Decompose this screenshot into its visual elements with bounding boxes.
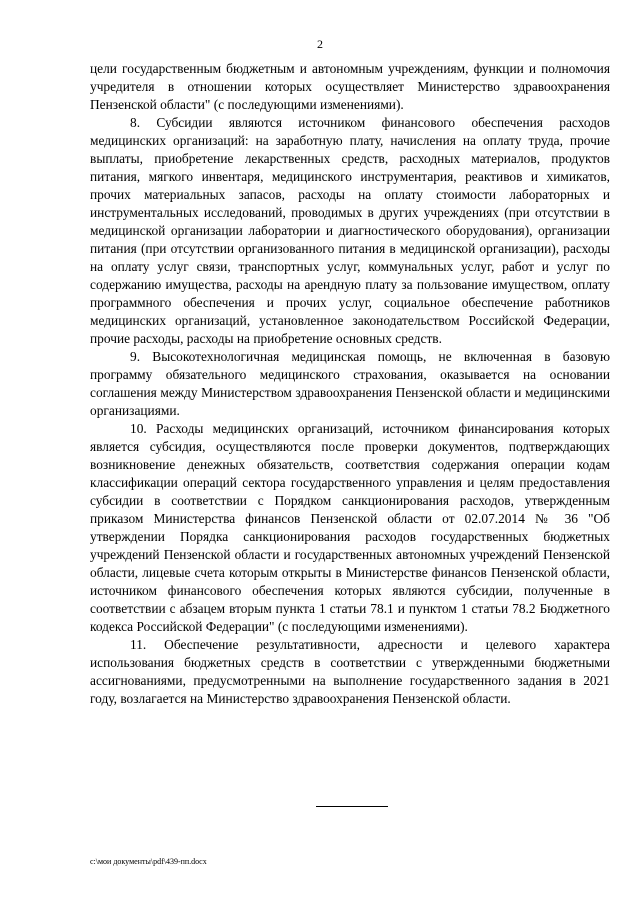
paragraph-item-10: 10. Расходы медицинских организаций, источником финансирования которых является субсидия, осуществляются после проверки документов, подтверждающих возникновение денежных обязательств, соответствия содержания операции кодам классификации операций сектора государственного управления и целям предоставления субсидии в соответствии с Порядком санкционирования расходов, утвержденным приказом Министерства финансов Пензенской области от 02.07.2014 № 36 "Об утверждении Порядка санкционирования расходов государственных бюджетных учреждений Пензенской области и государственных автономных учреждений Пензенской области, лицевые счета которым открыты в Министерстве финансов Пензенской области, источником финансового обеспечения которых являются субсидии, полученные в соответствии с абзацем вторым пункта 1 статьи 78.1 и пунктом 1 статьи 78.2 Бюджетного кодекса Российской Федерации" (с последующими изменениями). — [90, 421, 610, 634]
paragraph-item-8: 8. Субсидии являются источником финансового обеспечения расходов медицинских организаций: на заработную плату, начисления на оплату труда, прочие выплаты, приобретение лекарственных средств, расходных материалов, продуктов питания, мягкого инвентаря, медицинского инструментария, реактивов и химикатов, прочих материальных запасов, расходы на оплату стоимости лабораторных и инструментальных исследований, проводимых в других учреждениях (при отсутствии в медицинской организации лаборатории и диагностического оборудования), организации питания (при отсутствии организованного питания в медицинской организации), расходы на оплату услуг связи, транспортных услуг, коммунальных услуг, работ и услуг по содержанию имущества, расходы на арендную плату за пользование имуществом, оплату программного обеспечения и прочих услуг, социальное обеспечение работников медицинских организаций, установленное законодательством Российской Федерации, прочие расходы, расходы на приобретение основных средств. — [90, 115, 610, 346]
footer-file-path: c:\мои документы\pdf\439-пп.docx — [90, 857, 207, 866]
document-body — [90, 60, 610, 708]
paragraph-item-9: 9. Высокотехнологичная медицинская помощь, не включенная в базовую программу обязательного медицинского страхования, оказывается на основании соглашения между Министерством здравоохранения Пензенской области и медицинскими организациями. — [90, 349, 610, 418]
page-number: 2 — [317, 37, 323, 51]
paragraph-continuation: цели государственным бюджетным и автономным учреждениям, функции и полномочия учредителя в отношении которых осуществляет Министерство здравоохранения Пензенской области" (с последующими изменениями). — [90, 61, 610, 112]
end-divider — [316, 806, 388, 807]
paragraph-item-11: 11. Обеспечение результативности, адресности и целевого характера использования бюджетных средств в соответствии с утвержденными бюджетными ассигнованиями, предусмотренными на выполнение государственного задания в 2021 году, возлагается на Министерство здравоохранения Пензенской области. — [90, 637, 610, 706]
